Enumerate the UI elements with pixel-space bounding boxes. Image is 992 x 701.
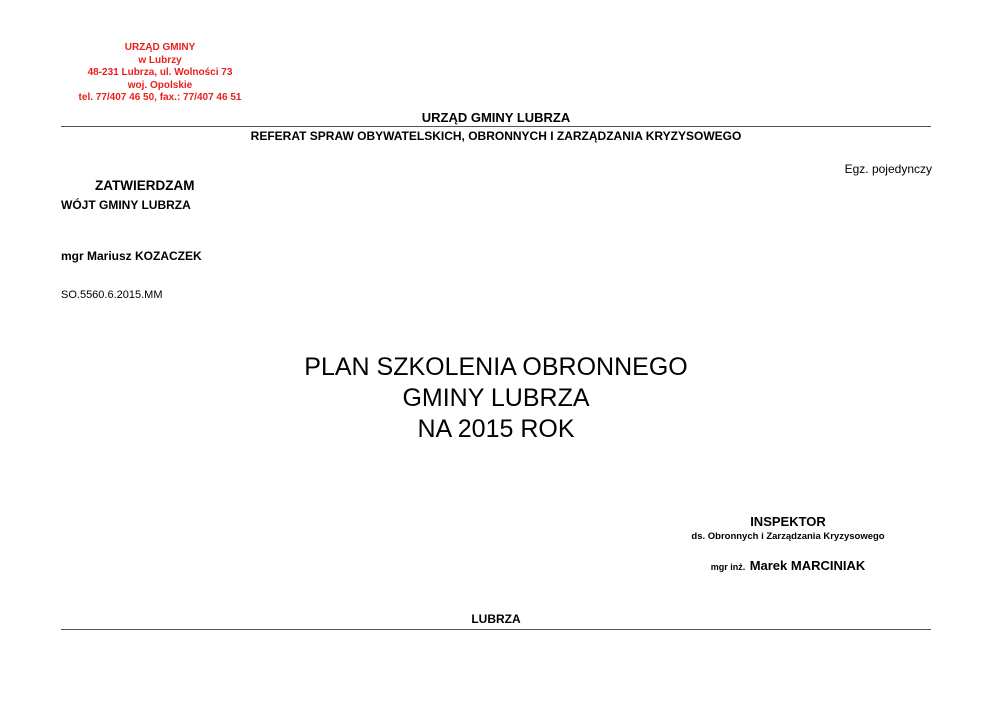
inspector-name: Marek MARCINIAK bbox=[749, 558, 866, 573]
inspector-signature-block bbox=[640, 514, 936, 575]
inspector-role: ds. Obronnych i Zarządzania Kryzysowego bbox=[691, 531, 885, 542]
office-title: URZĄD GMINY LUBRZA bbox=[421, 110, 571, 125]
stamp-line-locality: w Lubrzy bbox=[138, 54, 182, 66]
header-divider bbox=[61, 126, 931, 127]
document-title-line-3: NA 2015 ROK bbox=[417, 415, 575, 443]
approval-heading: ZATWIERDZAM bbox=[95, 178, 195, 193]
inspector-name-line bbox=[640, 557, 936, 575]
inspector-degree: mgr inż. bbox=[710, 562, 746, 572]
document-title-line-2: GMINY LUBRZA bbox=[402, 384, 590, 412]
approver-title: WÓJT GMINY LUBRZA bbox=[61, 198, 191, 212]
reference-number: SO.5560.6.2015.MM bbox=[61, 289, 163, 301]
inspector-title: INSPEKTOR bbox=[750, 514, 826, 529]
stamp-line-office: URZĄD GMINY bbox=[124, 42, 196, 53]
footer-city: LUBRZA bbox=[471, 612, 521, 626]
copy-note: Egz. pojedynczy bbox=[844, 162, 932, 176]
footer-divider bbox=[61, 629, 931, 630]
document-title bbox=[0, 352, 992, 445]
stamp-line-address: 48-231 Lubrza, ul. Wolności 73 bbox=[87, 67, 233, 78]
stamp-line-voivodeship: woj. Opolskie bbox=[127, 79, 193, 91]
department-title: REFERAT SPRAW OBYWATELSKICH, OBRONNYCH I ZARZĄDZANIA KRYZYSOWEGO bbox=[250, 129, 742, 143]
stamp-line-phone-fax: tel. 77/407 46 50, fax.: 77/407 46 51 bbox=[78, 92, 242, 103]
document-title-line-1: PLAN SZKOLENIA OBRONNEGO bbox=[304, 353, 688, 381]
office-stamp bbox=[62, 42, 258, 105]
approver-name: mgr Mariusz KOZACZEK bbox=[61, 249, 202, 263]
